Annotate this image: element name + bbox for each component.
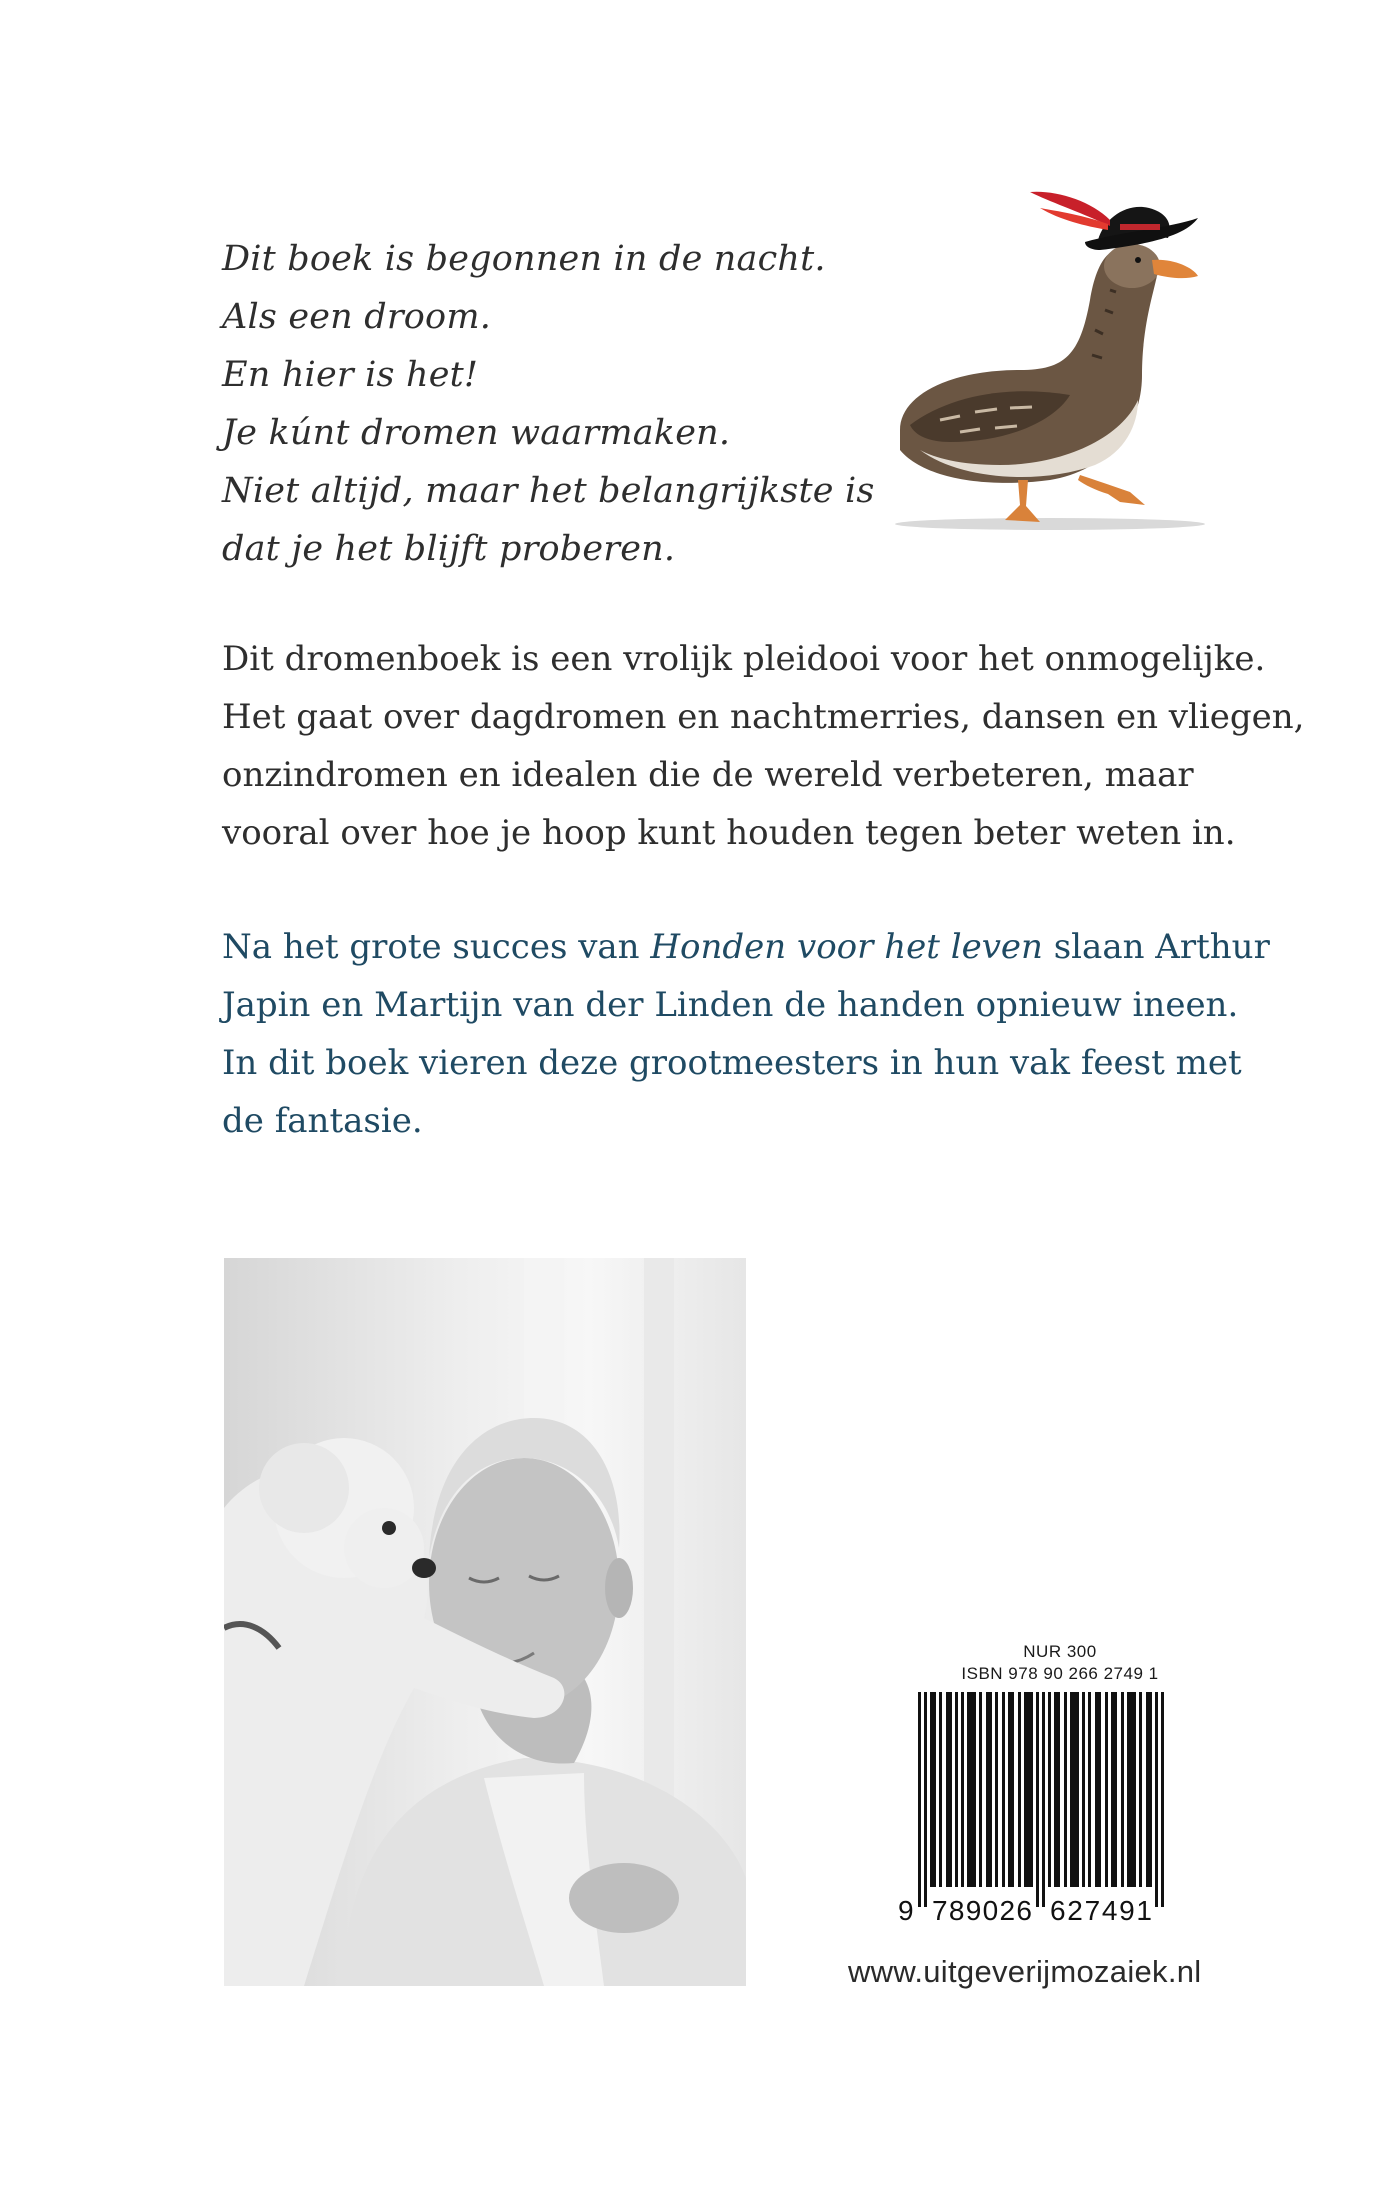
poem-line: dat je het blijft proberen. bbox=[222, 529, 676, 569]
blurb-text: Na het grote succes van bbox=[222, 927, 651, 967]
blurb-line: In dit boek vieren deze grootmeesters in hun vak feest met bbox=[222, 1043, 1242, 1083]
nur-code: NUR 300 bbox=[1023, 1642, 1097, 1661]
author-blurb bbox=[222, 918, 1270, 1150]
book-description bbox=[222, 630, 1305, 862]
blurb-line: Japin en Martijn van der Linden de handen opnieuw ineen. bbox=[222, 985, 1239, 1025]
description-line: onzindromen en idealen die de wereld verbeteren, maar bbox=[222, 755, 1194, 795]
barcode-digit-first: 9 bbox=[898, 1895, 914, 1926]
poem-line: Niet altijd, maar het belangrijkste is bbox=[222, 471, 875, 511]
poem-line: Dit boek is begonnen in de nacht. bbox=[222, 239, 826, 279]
description-line: Het gaat over dagdromen en nachtmerries, dansen en vliegen, bbox=[222, 697, 1305, 737]
description-line: Dit dromenboek is een vrolijk pleidooi voor het onmogelijke. bbox=[222, 639, 1266, 679]
barcode-icon bbox=[898, 1692, 1198, 1932]
duck-with-hat-illustration bbox=[880, 180, 1220, 540]
barcode-digits-right: 627491 bbox=[1050, 1895, 1152, 1926]
previous-book-title: Honden voor het leven bbox=[650, 927, 1043, 967]
blurb-line: de fantasie. bbox=[222, 1101, 423, 1141]
description-line: vooral over hoe je hoop kunt houden tegen beter weten in. bbox=[222, 813, 1236, 853]
poem bbox=[222, 230, 875, 578]
barcode-block bbox=[880, 1640, 1210, 1940]
blurb-text: slaan Arthur bbox=[1042, 927, 1270, 967]
author-with-dog-photo bbox=[224, 1258, 746, 1986]
poem-line: Je kúnt dromen waarmaken. bbox=[222, 413, 731, 453]
isbn-number: ISBN 978 90 266 2749 1 bbox=[961, 1664, 1159, 1683]
publisher-website[interactable]: www.uitgeverijmozaiek.nl bbox=[848, 1954, 1202, 1989]
poem-line: En hier is het! bbox=[222, 355, 479, 395]
barcode-digits-left: 789026 bbox=[932, 1895, 1032, 1926]
blurb-line bbox=[222, 918, 1270, 976]
poem-line: Als een droom. bbox=[222, 297, 492, 337]
